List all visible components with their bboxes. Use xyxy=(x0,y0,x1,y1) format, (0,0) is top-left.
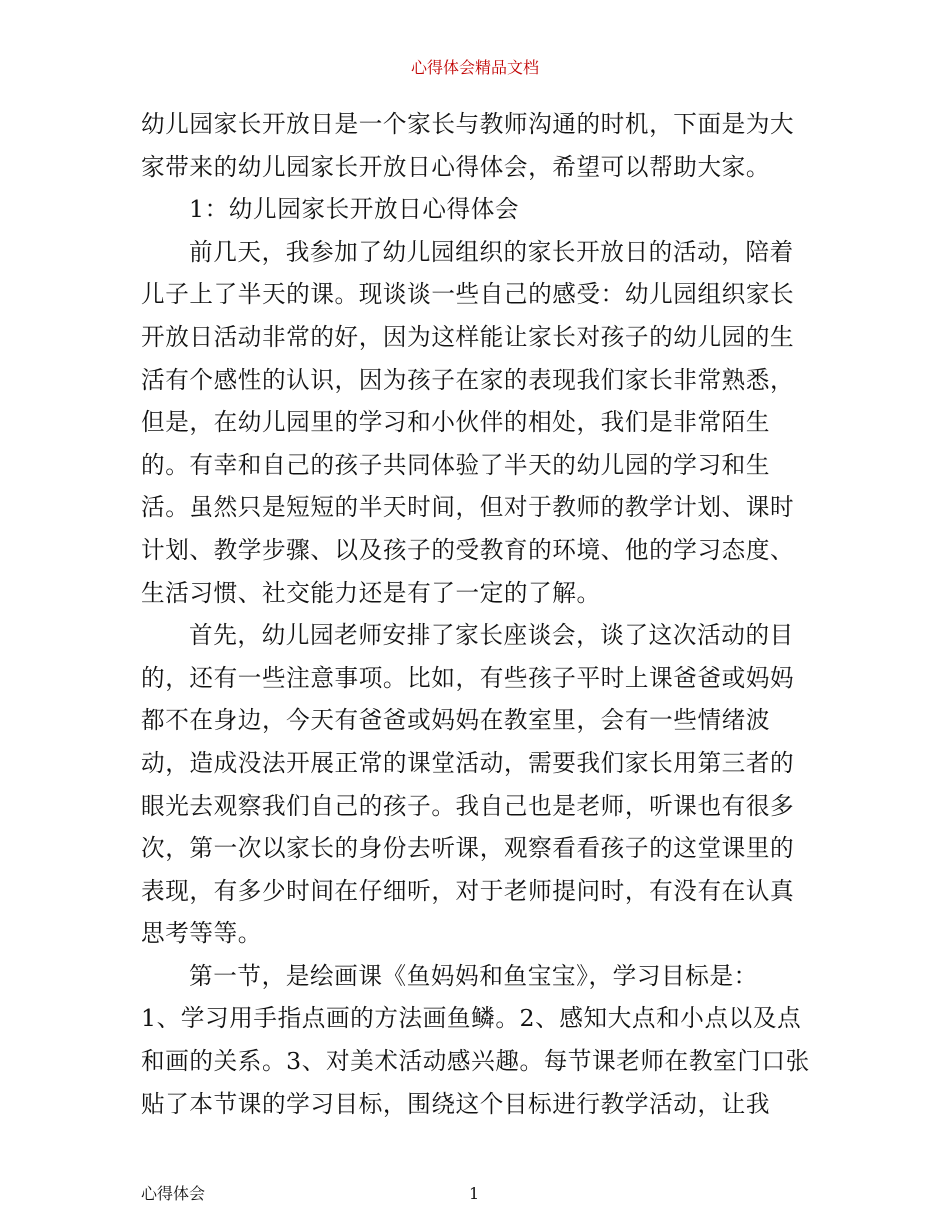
section-heading: 1：幼儿园家长开放日心得体会 xyxy=(189,195,520,224)
body-paragraph: 前几天，我参加了幼儿园组织的家长开放日的活动，陪着儿子上了半天的课。现谈谈一些自己的感受：幼儿园组织家长开放日活动非常的好，因为这样能让家长对孩子的幼儿园的生活有个感性的认识，因为孩子在家的表现我们家长非常熟悉，但是，在幼儿园里的学习和小伙伴的相处，我们是非常陌生的。有幸和自己的孩子共同体验了半天的幼儿园的学习和生活。虽然只是短短的半天时间，但对于教师的教学计划、课时计划、教学步骤、以及孩子的受教育的环境、他的学习态度、生活习惯、社交能力还是有了一定的了解。 xyxy=(141,237,795,607)
body-paragraph: 首先，幼儿园老师安排了家长座谈会，谈了这次活动的目的，还有一些注意事项。比如，有些孩子平时上课爸爸或妈妈都不在身边，今天有爸爸或妈妈在教室里，会有一些情绪波动，造成没法开展正常的课堂活动，需要我们家长用第三者的眼光去观察我们自己的孩子。我自己也是老师，听课也有很多次，第一次以家长的身份去听课，观察看看孩子的这堂课里的表现，有多少时间在仔细听，对于老师提问时，有没有在认真思考等等。 xyxy=(141,621,795,948)
document-body xyxy=(141,103,811,1125)
intro-paragraph: 幼儿园家长开放日是一个家长与教师沟通的时机，下面是为大家带来的幼儿园家长开放日心得体会，希望可以帮助大家。 xyxy=(141,110,795,181)
footer-label: 心得体会 xyxy=(141,1184,206,1203)
page-number: 1 xyxy=(469,1184,480,1203)
body-paragraph: 第一节，是绘画课《鱼妈妈和鱼宝宝》，学习目标是： xyxy=(189,961,758,990)
body-paragraph: 1、学习用手指点画的方法画鱼鳞。2、感知大点和小点以及点和画的关系。3、对美术活动感兴趣。每节课老师在教室门口张贴了本节课的学习目标，围绕这个目标进行教学活动，让我 xyxy=(141,1004,810,1118)
page-header-title: 心得体会精品文档 xyxy=(410,58,539,77)
